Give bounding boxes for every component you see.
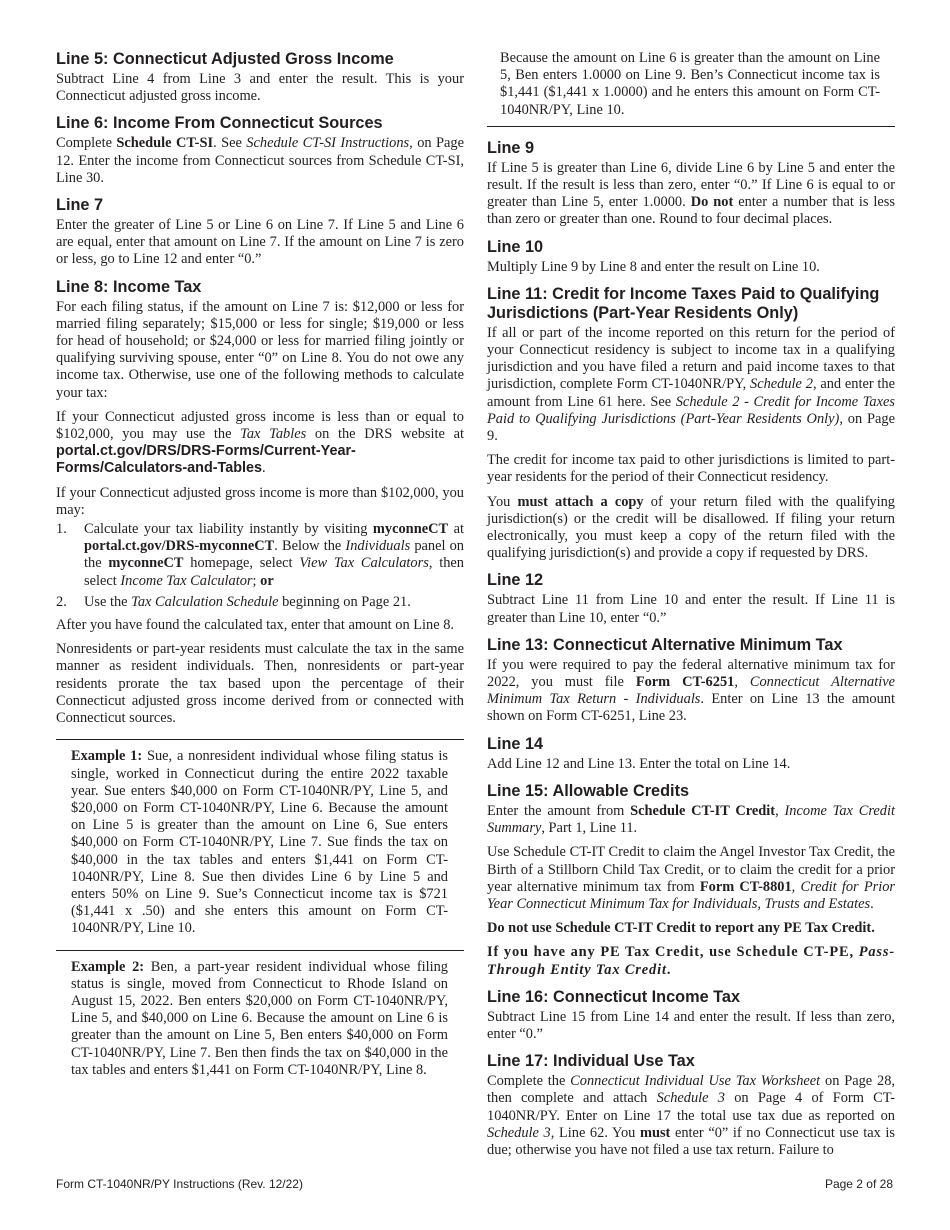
section-line-8	[56, 278, 464, 728]
line-6-text: Complete Schedule CT-SI. See Schedule CT-SI Instructions, on Page 12. Enter the income from Connecticut sources from Schedule CT-SI, Line 30.	[56, 135, 464, 186]
line-15-paragraph-2: Use Schedule CT-IT Credit to claim the Angel Investor Tax Credit, the Birth of a Stillborn Child Tax Credit, or to claim the credit for a prior year alternative minimum tax from Form CT-8801, Credit for Prior Year Connecticut Minimum Tax for Individuals, Trusts and Estates.	[487, 844, 896, 912]
line-10-heading: Line 10	[487, 237, 544, 256]
line-6-heading: Line 6: Income From Connecticut Sources	[56, 114, 383, 133]
example-1-box	[56, 739, 464, 943]
section-line-10	[487, 238, 895, 276]
right-column	[487, 50, 895, 1168]
section-line-15	[487, 782, 895, 979]
tax-tables-link[interactable]: portal.ct.gov/DRS/DRS-Forms/Current-Year-Forms/Calculators-and-Tables	[56, 443, 356, 477]
example-2-continued	[487, 50, 895, 127]
line-11-paragraph-3: You must attach a copy of your return filed with the qualifying jurisdiction(s) or the credit will be disallowed. If filing your return electronically, you must keep a copy of the return filed with the qualifying jurisdiction(s) and provide a copy if requested by DRS.	[487, 493, 895, 562]
example-2-continued-text: Because the amount on Line 6 is greater than the amount on Line 5, Ben enters 1.0000 on Line 9. Ben’s Connecticut income tax is $1,441 ($1,441 x 1.0000) and he enters this amount on Form CT-1040NR/PY, Line 10.	[500, 50, 880, 118]
line-8-paragraph-3: If your Connecticut adjusted gross income is more than $102,000, you may:	[56, 484, 464, 518]
line-13-text: If you were required to pay the federal alternative minimum tax for 2022, you must file Form CT-6251, Connecticut Alternative Minimum Tax Return - Individuals. Enter on Line 13 the amount shown on Form CT-6251, Line 23.	[487, 656, 896, 725]
line-15-paragraph-4: If you have any PE Tax Credit, use Schedule CT-PE, Pass-Through Entity Tax Credit.	[487, 944, 895, 978]
footer-form-title: Form CT-1040NR/PY Instructions (Rev. 12/22)	[56, 1177, 303, 1191]
line-8-paragraph-2: If your Connecticut adjusted gross income is less than or equal to $102,000, you may use the Tax Tables on the DRS website at portal.ct.gov/DRS/DRS-Forms/Current-Year-Forms/Calculators-and-Tables.	[56, 408, 464, 477]
line-7-text: Enter the greater of Line 5 or Line 6 on Line 7. If Line 5 and Line 6 are equal, enter that amount on Line 7. If the amount on Line 7 is zero or less, go to Line 12 and enter “0.”	[56, 217, 464, 268]
line-12-heading: Line 12	[487, 571, 544, 590]
method-list	[56, 521, 464, 611]
line-13-heading: Line 13: Connecticut Alternative Minimum Tax	[487, 635, 843, 654]
section-line-11	[487, 285, 895, 563]
example-2-text: Example 2: Ben, a part-year resident individual whose filing status is single, moved from Connecticut to Rhode Island on August 15, 2022. Ben enters $20,000 on Form CT-1040NR/PY, Line 5, and $40,000 on Line 6. Because the amount on Line 6 is greater than the amount on Line 5, Ben enters $40,000 on Form CT-1040NR/PY, Line 7. Ben then finds the tax on $40,000 in the tax tables and enters $1,441 on Form CT-1040NR/PY, Line 8.	[71, 958, 449, 1078]
example-1-text: Example 1: Sue, a nonresident individual whose filing status is single, worked in Connecticut during the entire 2022 taxable year. Sue enters $40,000 on Form CT-1040NR/PY, Line 5, and $20,000 on Form CT-1040NR/PY, Line 6. Because the amount on Line 5 is greater than the amount on Line 6, Sue enters $40,000 on Form CT-1040NR/PY, Line 7. Sue finds the tax on $40,000 in the tax tables and enters $1,441 on Form CT-1040NR/PY, Line 8. Sue then divides Line 6 by Line 5 and enters 50% on Line 9. Sue’s Connecticut income tax is $721 ($1,441 x .50) and she enters this amount on Form CT-1040NR/PY, Line 10.	[71, 748, 448, 937]
line-9-heading: Line 9	[487, 138, 535, 157]
line-17-heading: Line 17: Individual Use Tax	[487, 1052, 695, 1071]
line-10-text: Multiply Line 9 by Line 8 and enter the result on Line 10.	[487, 258, 820, 275]
left-column	[56, 50, 464, 1085]
line-11-heading: Line 11: Credit for Income Taxes Paid to Qualifying Jurisdictions (Part-Year Residents Only)	[487, 284, 880, 322]
footer-page-number: Page 2 of 28	[824, 1177, 893, 1191]
section-line-16	[487, 988, 895, 1043]
section-line-12	[487, 571, 895, 626]
line-11-paragraph-2: The credit for income tax paid to other jurisdictions is limited to part-year residents for the period of their Connecticut residency.	[487, 452, 895, 486]
myconnect-link[interactable]: portal.ct.gov/DRS-myconneCT	[84, 538, 275, 555]
example-2-box	[56, 950, 464, 1085]
line-8-heading: Line 8: Income Tax	[56, 277, 202, 296]
list-item: 1. Calculate your tax liability instantly by visiting myconneCT at portal.ct.gov/DRS-myconneCT. Below the Individuals panel on the myconneCT homepage, select View Tax Calculators, then select Income Tax Calculator; or	[56, 521, 465, 589]
section-line-17	[487, 1052, 895, 1159]
line-11-paragraph-1: If all or part of the income reported on this return for the period of your Connecticut residency is subject to income tax in a qualifying jurisdiction and you have filed a return and paid income taxes to that jurisdiction, complete Form CT-1040NR/PY, Schedule 2, and enter the amount from Line 61 here. See Schedule 2 - Credit for Income Taxes Paid to Qualifying Jurisdictions (Part-Year Residents Only), on Page 9.	[487, 324, 896, 445]
line-8-paragraph-1: For each filing status, if the amount on Line 7 is: $12,000 or less for married filing separately; $15,000 or less for single; $19,000 or less for head of household; or $24,000 or less for married filing jointly or qualifying surviving spouse, enter “0” on Line 8. You do not owe any income tax. Otherwise, use one of the following methods to calculate your tax:	[56, 298, 464, 401]
section-line-7	[56, 196, 464, 269]
line-8-paragraph-4: After you have found the calculated tax, enter that amount on Line 8.	[56, 617, 454, 634]
line-16-heading: Line 16: Connecticut Income Tax	[487, 987, 741, 1006]
line-17-text: Complete the Connecticut Individual Use Tax Worksheet on Page 28, then complete and attach Schedule 3 on Page 4 of Form CT-1040NR/PY. Enter on Line 17 the total use tax due as reported on Schedule 3, Line 62. You must enter “0” if no Connecticut use tax is due; otherwise you have not filed a use tax return. Failure to	[487, 1073, 896, 1158]
line-9-text: If Line 5 is greater than Line 6, divide Line 6 by Line 5 and enter the result. If the result is less than zero, enter “0.” If Line 6 is equal to or greater than Line 5, enter 1.0000. Do not enter a number that is less than zero or greater than one. Round to four decimal places.	[487, 159, 895, 228]
line-12-text: Subtract Line 11 from Line 10 and enter the result. If Line 11 is greater than Line 10, enter “0.”	[487, 592, 895, 626]
section-line-5	[56, 50, 464, 105]
line-15-paragraph-3: Do not use Schedule CT-IT Credit to report any PE Tax Credit.	[487, 920, 875, 937]
section-line-14	[487, 735, 895, 773]
line-15-paragraph-1: Enter the amount from Schedule CT-IT Credit, Income Tax Credit Summary, Part 1, Line 11.	[487, 802, 895, 837]
line-5-heading: Line 5: Connecticut Adjusted Gross Income	[56, 50, 394, 68]
section-line-6	[56, 114, 464, 187]
section-line-9	[487, 139, 895, 229]
line-16-text: Subtract Line 15 from Line 14 and enter the result. If less than zero, enter “0.”	[487, 1008, 895, 1042]
line-14-text: Add Line 12 and Line 13. Enter the total on Line 14.	[487, 755, 791, 772]
line-15-heading: Line 15: Allowable Credits	[487, 781, 690, 800]
list-item: 2. Use the Tax Calculation Schedule beginning on Page 21.	[56, 593, 411, 610]
line-5-text: Subtract Line 4 from Line 3 and enter the result. This is your Connecticut adjusted gross income.	[56, 71, 464, 105]
line-8-paragraph-5: Nonresidents or part-year residents must calculate the tax in the same manner as resident individuals. Then, nonresidents or part-year residents prorate the tax based upon the percentage of their Connecticut adjusted gross income derived from or connected with Connecticut sources.	[56, 641, 464, 727]
line-7-heading: Line 7	[56, 196, 104, 215]
section-line-13	[487, 636, 895, 726]
line-14-heading: Line 14	[487, 734, 544, 753]
